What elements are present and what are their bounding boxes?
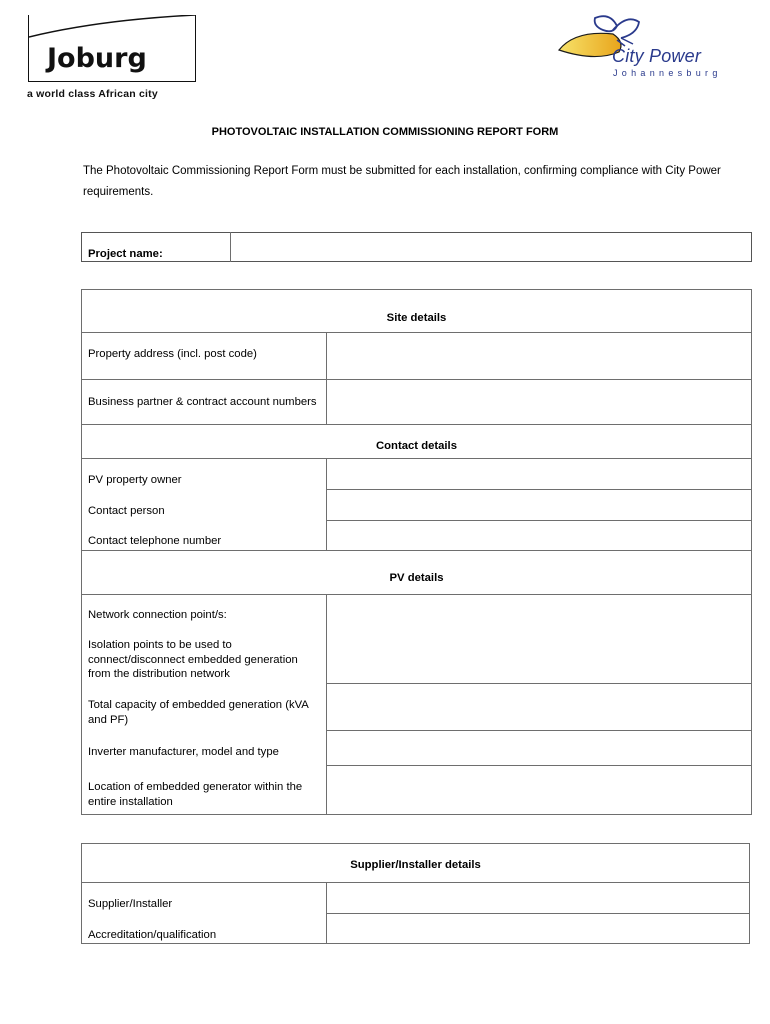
column-divider [326,882,327,944]
property-address-field[interactable] [328,334,750,378]
row-divider [326,489,752,490]
location-field[interactable] [328,767,750,813]
network-point-label: Network connection point/s: [88,609,227,621]
supplier-installer-label: Supplier/Installer [88,898,173,910]
form-title: PHOTOVOLTAIC INSTALLATION COMMISSIONING REPORT FORM [211,126,559,138]
project-name-divider [230,232,231,262]
contact-person-label: Contact person [88,505,165,517]
joburg-logo [28,15,196,82]
supplier-installer-field[interactable] [328,884,748,912]
pv-details-heading: PV details [389,572,444,584]
project-name-field[interactable] [232,234,750,260]
row-divider [326,913,750,914]
row-divider [81,594,752,595]
joburg-tagline: a world class African city [27,88,158,100]
pv-owner-field[interactable] [328,460,750,488]
supplier-details-heading: Supplier/Installer details [350,859,481,871]
row-divider [81,379,752,380]
row-divider [81,882,750,883]
row-divider [81,458,752,459]
property-address-label: Property address (incl. post code) [88,348,257,360]
intro-text: The Photovoltaic Commissioning Report Form must be submitted for each installation, confirming compliance with City Power requirements. [83,165,721,198]
row-divider [326,683,752,684]
city-power-name: City Power [612,46,702,66]
pv-owner-label: PV property owner [88,474,182,486]
accreditation-label: Accreditation/qualification [88,929,217,941]
row-divider [81,332,752,333]
row-divider [81,424,752,425]
row-divider [326,730,752,731]
network-isolation-field[interactable] [328,596,750,682]
contact-details-heading: Contact details [376,440,457,452]
inverter-field[interactable] [328,732,750,764]
column-divider [326,594,327,815]
location-label: Location of embedded generator within the entire installation [88,781,303,808]
capacity-field[interactable] [328,685,750,729]
column-divider [326,332,327,424]
project-name-label: Project name: [88,248,163,260]
row-divider [326,765,752,766]
isolation-points-label: Isolation points to be used to connect/disconnect embedded generation from the distribution network [88,639,298,680]
city-power-subtitle: Johannesburg [613,68,722,78]
site-details-heading: Site details [386,312,447,324]
accreditation-field[interactable] [328,915,748,943]
contact-person-field[interactable] [328,491,750,519]
business-partner-field[interactable] [328,381,750,423]
business-partner-label: Business partner & contract account numbers [88,396,317,408]
inverter-label: Inverter manufacturer, model and type [88,746,279,758]
row-divider [81,550,752,551]
contact-telephone-field[interactable] [328,522,750,549]
column-divider [326,458,327,550]
capacity-label: Total capacity of embedded generation (kVA and PF) [88,699,309,726]
joburg-wordmark: Joburg [47,43,147,74]
contact-telephone-label: Contact telephone number [88,535,222,547]
row-divider [326,520,752,521]
